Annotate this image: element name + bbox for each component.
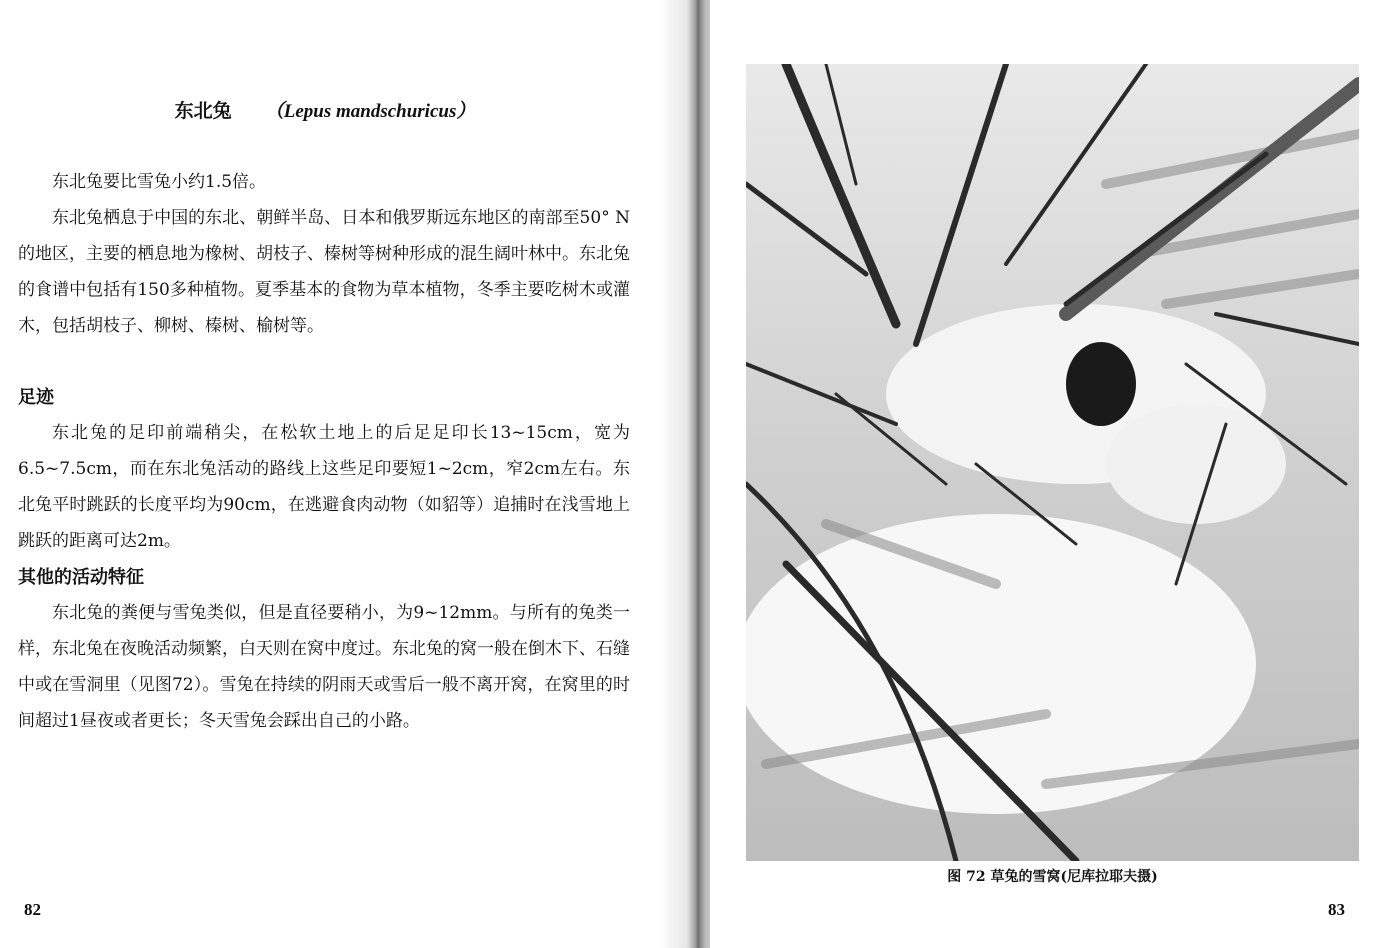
page-title: [0, 96, 650, 123]
page-number-right: 83: [1328, 900, 1345, 919]
section-heading-tracks: 足迹: [18, 387, 54, 408]
figure-caption: 图 72 草兔的雪窝(尼库拉耶夫摄): [947, 869, 1158, 885]
intro-paragraph-2: 东北兔栖息于中国的东北、朝鲜半岛、日本和俄罗斯远东地区的南部至50° N的地区，主要的栖息地为橡树、胡枝子、榛树等树种形成的混生阔叶林中。东北兔的食谱中包括有150多种植物。夏季基本的食物为草本植物，冬季主要吃树木或灌木，包括胡枝子、柳树、榛树、榆树等。: [18, 208, 630, 336]
section-heading-other: 其他的活动特征: [18, 567, 144, 588]
left-page: [0, 0, 690, 948]
other-paragraph: 东北兔的粪便与雪兔类似，但是直径要稍小，为9~12mm。与所有的兔类一样，东北兔在夜晚活动频繁，白天则在窝中度过。东北兔的窝一般在倒木下、石缝中或在雪洞里（见图72）。雪兔在持续的阴雨天或雪后一般不离开窝，在窝里的时间超过1昼夜或者更长；冬天雪兔会踩出自己的小路。: [18, 603, 630, 731]
other-section: [18, 561, 630, 739]
intro-paragraph-1: 东北兔要比雪兔小约1.5倍。: [52, 172, 267, 192]
figure-photo-snow-burrow: [746, 64, 1359, 861]
title-chinese: 东北兔: [174, 100, 232, 122]
tracks-paragraph: 东北兔的足印前端稍尖，在松软土地上的后足足印长13~15cm，宽为6.5~7.5cm，而在东北兔活动的路线上这些足印要短1~2cm，窄2cm左右。东北兔平时跳跃的长度平均为90cm，在逃避食肉动物（如貂等）追捕时在浅雪地上跳跃的距离可达2m。: [18, 423, 630, 551]
title-latin: （Lepus mandschuricus）: [264, 101, 476, 122]
page-number-left: 82: [24, 900, 41, 919]
intro-section: [18, 164, 630, 344]
tracks-section: [18, 381, 630, 559]
